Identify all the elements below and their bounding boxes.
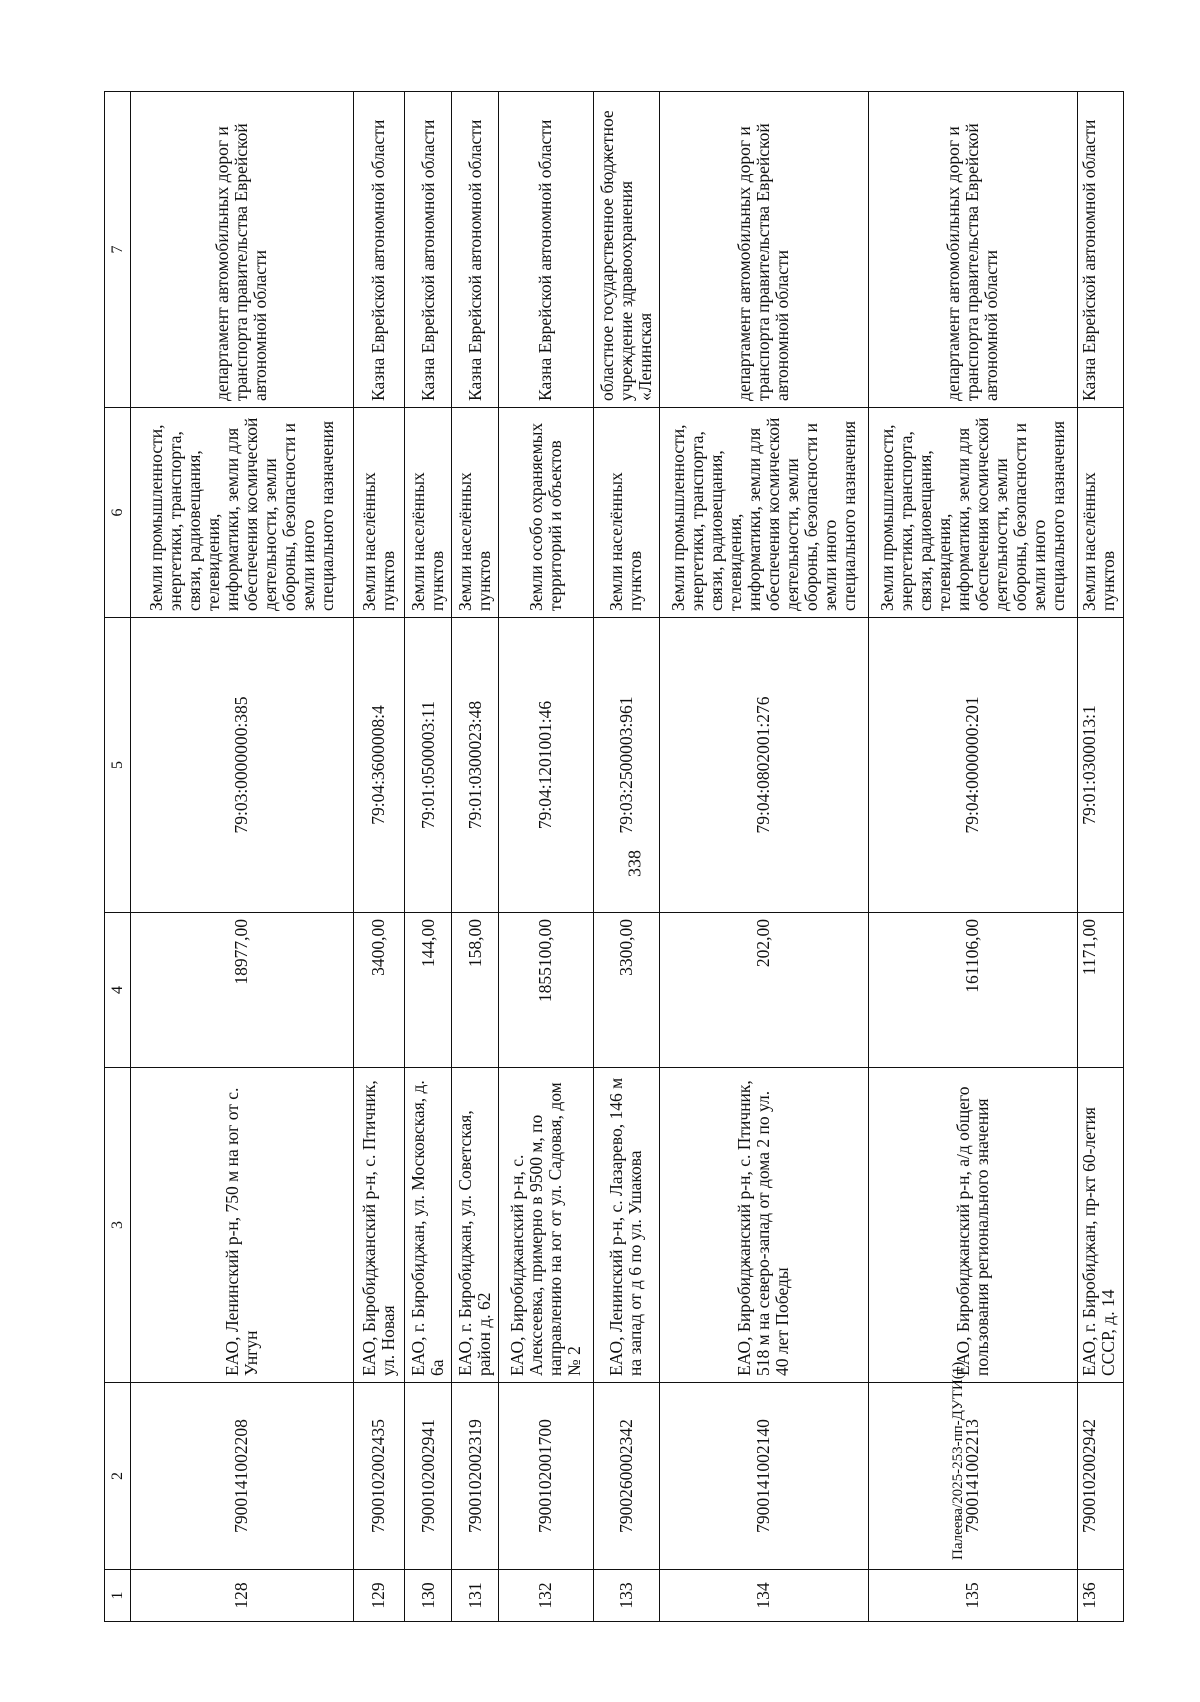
cadastral-number: 79:04:1201001:46 xyxy=(499,618,593,913)
row-number: 134 xyxy=(659,1570,868,1622)
owner: Казна Еврейской автономной области xyxy=(452,92,499,408)
address: ЕАО, Ленинский р-н, с. Лазарево, 146 м на запад от д 6 по ул. Ушакова xyxy=(593,1068,659,1383)
row-number: 131 xyxy=(452,1570,499,1622)
table-row xyxy=(1077,92,1123,1622)
table-row xyxy=(868,92,1077,1622)
row-number: 136 xyxy=(1077,1570,1123,1622)
page-number: 338 xyxy=(624,850,645,877)
owner: Казна Еврейской автономной области xyxy=(404,92,451,408)
owner: Казна Еврейской автономной области xyxy=(1077,92,1123,408)
address: ЕАО, Биробиджанский р-н, а/д общего пользования регионального значения xyxy=(868,1068,1077,1383)
land-category: Земли населённых пунктов xyxy=(1077,408,1123,618)
address: ЕАО, г. Биробиджан, ул. Московская, д. 6а xyxy=(404,1068,451,1383)
land-category: Земли населённых пунктов xyxy=(452,408,499,618)
registry-id: 7900141002140 xyxy=(659,1383,868,1570)
cadastral-number: 79:01:0300023:48 xyxy=(452,618,499,913)
area: 1171,00 xyxy=(1077,913,1123,1068)
cadastral-number: 79:04:0802001:276 xyxy=(659,618,868,913)
table-row xyxy=(130,92,353,1622)
row-number: 132 xyxy=(499,1570,593,1622)
land-registry-table xyxy=(104,91,1124,1622)
table-row xyxy=(452,92,499,1622)
area: 18977,00 xyxy=(130,913,353,1068)
area: 1855100,00 xyxy=(499,913,593,1068)
registry-id: 7900102002941 xyxy=(404,1383,451,1570)
registry-id: 7900141002208 xyxy=(130,1383,353,1570)
registry-id: 7900102002319 xyxy=(452,1383,499,1570)
land-category: Земли особо охраняемых территорий и объектов xyxy=(499,408,593,618)
table-row xyxy=(353,92,404,1622)
address: ЕАО, Биробиджанский р-н, с. Алексеевка, примерно в 9500 м, по направлению на юг от ул. Садовая, дом № 2 xyxy=(499,1068,593,1383)
owner: департамент автомобильных дорог и транспорта правительства Еврейской автономной области xyxy=(130,92,353,408)
registry-id: 7900102002942 xyxy=(1077,1383,1123,1570)
land-category: Земли промышленности, энергетики, транспорта, связи, радиовещания, телевидения, информатики, земли для обеспечения космической деятельности, земли обороны, безопасности и земли иного специального назначения xyxy=(130,408,353,618)
address: ЕАО, г. Биробиджан, пр-кт 60-летия СССР, д. 14 xyxy=(1077,1068,1123,1383)
registry-id: 7900102002435 xyxy=(353,1383,404,1570)
header-cell: 6 xyxy=(105,408,131,618)
area: 3300,00 xyxy=(593,913,659,1068)
land-category: Земли населённых пунктов xyxy=(593,408,659,618)
rotated-table-wrapper xyxy=(104,92,1124,1622)
owner: Казна Еврейской автономной области xyxy=(499,92,593,408)
address: ЕАО, Ленинский р-н, 750 м на юг от с. Унгун xyxy=(130,1068,353,1383)
land-category: Земли промышленности, энергетики, транспорта, связи, радиовещания, телевидения, информатики, земли для обеспечения космической деятельности, земли обороны, безопасности и земли иного специального назначения xyxy=(659,408,868,618)
header-cell: 1 xyxy=(105,1570,131,1622)
area: 161106,00 xyxy=(868,913,1077,1068)
table-header-row xyxy=(105,92,131,1622)
land-category: Земли промышленности, энергетики, транспорта, связи, радиовещания, телевидения, информатики, земли для обеспечения космической деятельности, земли обороны, безопасности и земли иного специального назначения xyxy=(868,408,1077,618)
owner: департамент автомобильных дорог и транспорта правительства Еврейской автономной области xyxy=(868,92,1077,408)
area: 202,00 xyxy=(659,913,868,1068)
header-cell: 7 xyxy=(105,92,131,408)
cadastral-number: 79:04:0000000:201 xyxy=(868,618,1077,913)
address: ЕАО, Биробиджанский р-н, с. Птичник, ул. Новая xyxy=(353,1068,404,1383)
header-cell: 3 xyxy=(105,1068,131,1383)
registry-id: 7900141002213 xyxy=(868,1383,1077,1570)
cadastral-number: 79:01:0300013:1 xyxy=(1077,618,1123,913)
land-category: Земли населённых пунктов xyxy=(404,408,451,618)
address: ЕАО, Биробиджанский р-н, с. Птичник, 518 м на северо-запад от дома 2 по ул. 40 лет Победы xyxy=(659,1068,868,1383)
area: 144,00 xyxy=(404,913,451,1068)
address: ЕАО, г. Биробиджан, ул. Советская, район д. 62 xyxy=(452,1068,499,1383)
table-row xyxy=(593,92,659,1622)
footer-note: Палеева/2025-253-пп-ДУТИ(1) xyxy=(950,1361,966,1560)
owner: Казна Еврейской автономной области xyxy=(353,92,404,408)
owner: департамент автомобильных дорог и транспорта правительства Еврейской автономной области xyxy=(659,92,868,408)
land-category: Земли населённых пунктов xyxy=(353,408,404,618)
registry-id: 7900102001700 xyxy=(499,1383,593,1570)
header-cell: 4 xyxy=(105,913,131,1068)
cadastral-number: 79:01:0500003:11 xyxy=(404,618,451,913)
row-number: 129 xyxy=(353,1570,404,1622)
header-cell: 5 xyxy=(105,618,131,913)
area: 158,00 xyxy=(452,913,499,1068)
row-number: 133 xyxy=(593,1570,659,1622)
cadastral-number: 79:04:3600008:4 xyxy=(353,618,404,913)
table-row xyxy=(499,92,593,1622)
table-row xyxy=(404,92,451,1622)
owner: областное государственное бюджетное учреждение здравоохранения «Ленинская xyxy=(593,92,659,408)
row-number: 128 xyxy=(130,1570,353,1622)
header-cell: 2 xyxy=(105,1383,131,1570)
registry-id: 7900260002342 xyxy=(593,1383,659,1570)
row-number: 130 xyxy=(404,1570,451,1622)
cadastral-number: 79:03:2500003:961 xyxy=(593,618,659,913)
area: 3400,00 xyxy=(353,913,404,1068)
table-row xyxy=(659,92,868,1622)
row-number: 135 xyxy=(868,1570,1077,1622)
cadastral-number: 79:03:0000000:385 xyxy=(130,618,353,913)
